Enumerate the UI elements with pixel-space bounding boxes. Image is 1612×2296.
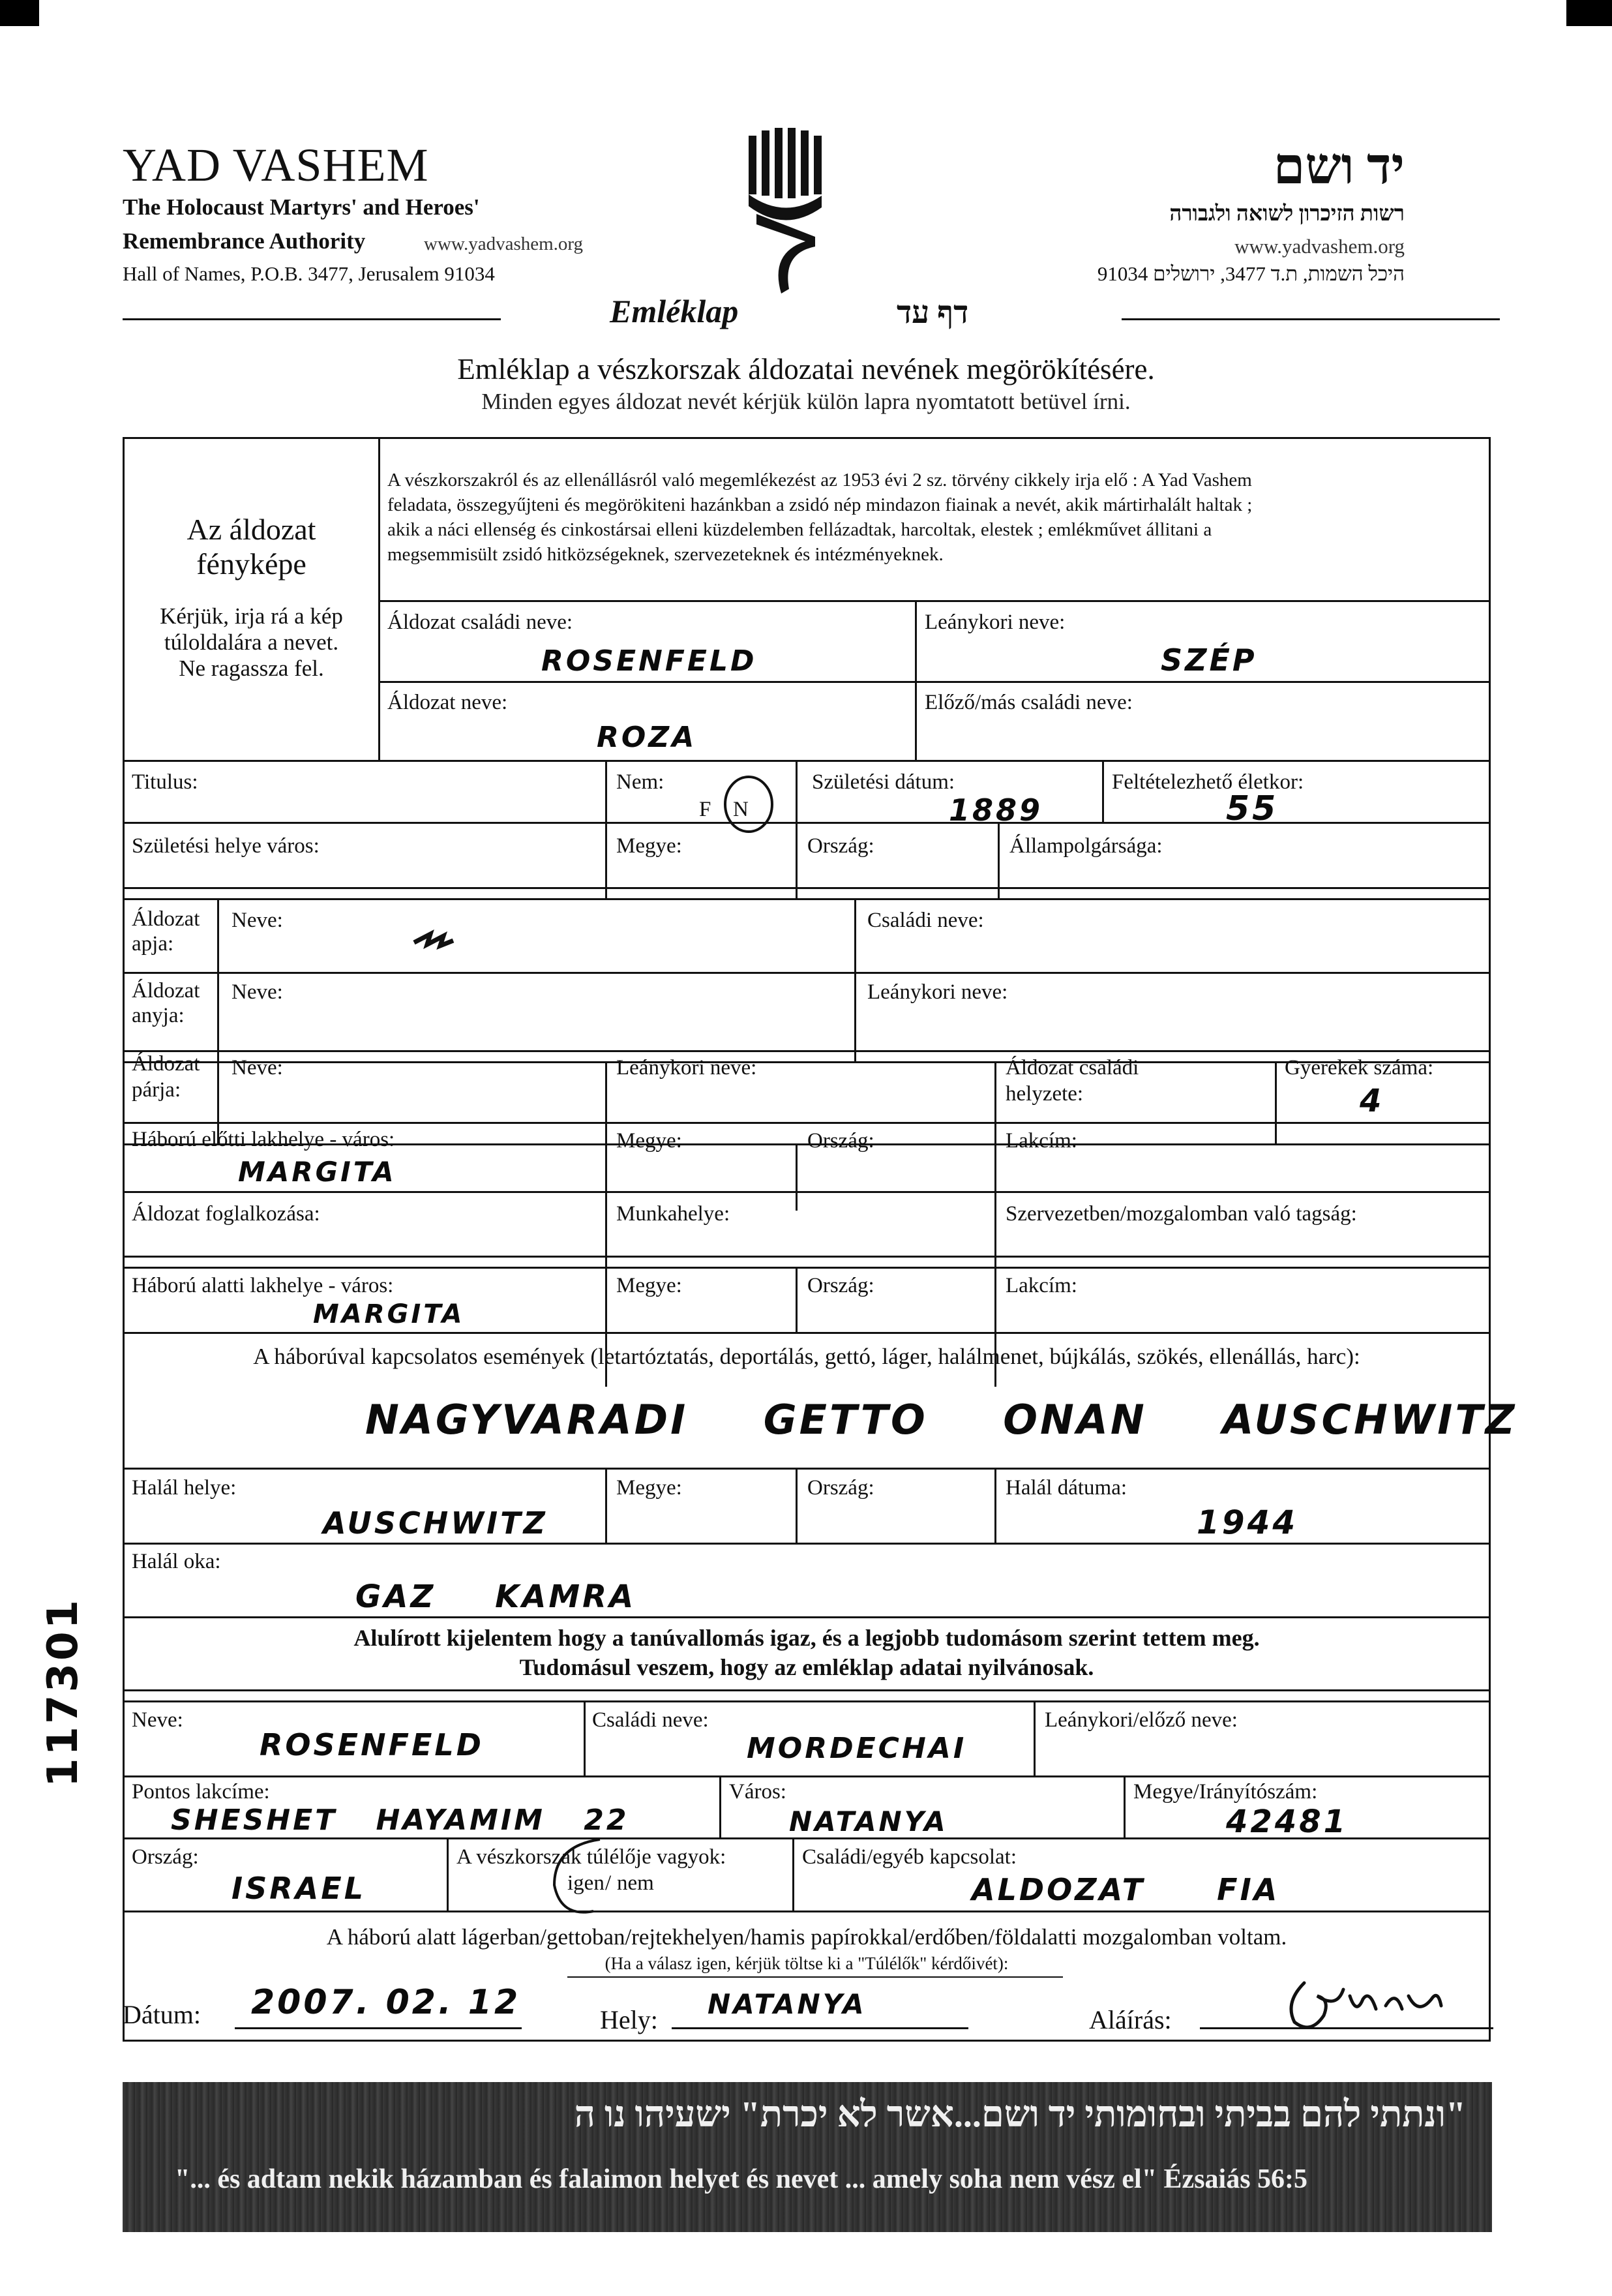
rule-spouse-v1	[605, 1061, 607, 1143]
death-date-label: Halál dátuma:	[1006, 1476, 1127, 1500]
rule-parent-label-v	[217, 898, 219, 1143]
scan-corner-top-left	[0, 0, 39, 26]
rule-death-top	[123, 1468, 1491, 1470]
rule-spouse-v2	[994, 1061, 996, 1143]
form-name-hu: Emléklap	[610, 293, 739, 329]
rule-submitter-addr-v2	[1124, 1775, 1126, 1837]
rule-father-v	[854, 898, 856, 1061]
sex-option-f[interactable]: F	[699, 798, 711, 821]
mother-name-label: Neve:	[231, 980, 283, 1004]
rule-events-top	[123, 1332, 1491, 1334]
rule-name-mid	[915, 600, 917, 760]
rule-wartime-top-1	[123, 1256, 1491, 1258]
death-country-label: Ország:	[807, 1476, 874, 1500]
org-subtitle-line2: Remembrance Authority	[123, 228, 366, 254]
rule-submitter-v2	[1034, 1700, 1036, 1775]
death-cause[interactable]: GAZ KAMRA	[355, 1578, 636, 1615]
death-county-label: Megye:	[616, 1476, 682, 1500]
rule-death-v1	[605, 1468, 607, 1543]
father-family-label: Családi neve:	[867, 909, 984, 932]
submitter-country[interactable]: ISRAEL	[231, 1871, 366, 1906]
rule-camp-note-underline	[567, 1976, 1063, 1978]
rule-parents-top-2	[123, 898, 1491, 900]
birth-date[interactable]: 1889	[949, 793, 1043, 828]
banner-quote-hu: "... és adtam nekik házamban és falaimon helyet és nevet ... amely soha nem vész el" Ézsaiás 56:5	[175, 2164, 1308, 2194]
age-label: Feltételezhető életkor:	[1112, 770, 1304, 794]
submitter-city[interactable]: NATANYA	[789, 1805, 948, 1837]
address-he: היכל השמות, ת.ד 3477, ירושלים 91034	[1097, 262, 1405, 285]
victim-prev-name-label: Előző/más családi neve:	[925, 691, 1133, 714]
org-subtitle-he: רשות הזיכרון לשואה ולגבורה	[1169, 202, 1405, 226]
rule-cause-top	[123, 1543, 1491, 1545]
submitter-name-label: Neve:	[132, 1708, 183, 1732]
rule-submitter-top-1	[123, 1689, 1491, 1691]
rule-birthplace-top	[123, 822, 1491, 824]
org-name-en: YAD VASHEM	[123, 139, 429, 191]
spouse-maiden-label: Leánykori neve:	[616, 1056, 757, 1080]
mother-label-line2: anyja:	[132, 1004, 185, 1027]
birth-country-label: Ország:	[807, 834, 874, 858]
margin-note: 117301	[39, 1597, 87, 1787]
submitter-city-label: Város:	[729, 1780, 786, 1804]
children-count-label: Gyerekek száma:	[1285, 1056, 1434, 1080]
marital-status-label-line1: Áldozat családi	[1006, 1056, 1139, 1080]
footer-date-label: Dátum:	[123, 2000, 201, 2029]
relation-label: Családi/egyéb kapcsolat:	[802, 1845, 1017, 1869]
footer-place-label: Hely:	[600, 2005, 658, 2034]
header-rule-right	[1122, 318, 1500, 320]
rule-submitter-country-top	[123, 1837, 1491, 1839]
rule-camp-top	[123, 1911, 1491, 1912]
rule-title-top	[123, 760, 1491, 762]
declaration-line1: Alulírott kijelentem hogy a tanúvallomás igaz, és a legjobb tudomásom szerint tettem meg.	[353, 1625, 1260, 1651]
rule-occupation-top	[123, 1191, 1491, 1193]
footer-date[interactable]: 2007. 02. 12	[251, 1983, 521, 2022]
marital-status-label-line2: helyzete:	[1006, 1082, 1084, 1106]
camp-note: (Ha a válasz igen, kérjük töltse ki a "Túlélők" kérdőivét):	[604, 1954, 1009, 1973]
banner-quote-he: "ונתתי להם בביתי ובחומותי יד ושם...אשר לא יכרת" ישעיהו נו ה	[574, 2094, 1466, 2135]
quote-banner	[123, 2082, 1492, 2232]
header-rule-left	[123, 318, 501, 320]
rule-submitter-v1	[584, 1700, 586, 1775]
death-place[interactable]: AUSCHWITZ	[323, 1505, 548, 1541]
rule-name-top	[378, 600, 1491, 602]
address-en: Hall of Names, P.O.B. 3477, Jerusalem 91034	[123, 262, 495, 285]
survivor-option-sep: /	[605, 1871, 612, 1895]
wartime-country-label: Ország:	[807, 1274, 874, 1297]
father-label-line1: Áldozat	[132, 907, 200, 931]
footer-date-line	[235, 2027, 522, 2029]
law-text-line1: A vészkorszakról és az ellenállásról való megemlékezést az 1953 évi 2 sz. törvény cikkely irja elő : A Yad Vashem	[387, 470, 1252, 491]
victim-maiden-name-label: Leánykori neve:	[925, 611, 1066, 634]
prewar-county-label: Megye:	[616, 1129, 682, 1153]
workplace-label: Munkahelye:	[616, 1202, 730, 1226]
law-text-line4: megsemmisült zsidó hitközségeknek, szervezeteknek és intézményeknek.	[387, 544, 944, 565]
submitter-family-label: Családi neve:	[592, 1708, 709, 1732]
rule-submitter-country-v2	[792, 1837, 794, 1911]
birth-county-label: Megye:	[616, 834, 682, 858]
rule-title-v2	[796, 760, 798, 898]
rule-name-mid-h	[378, 681, 1491, 683]
spouse-label-line2: párja:	[132, 1078, 181, 1102]
rule-spouse-top-1	[123, 1050, 1491, 1052]
sex-option-n[interactable]: N	[733, 798, 749, 821]
victim-first-name[interactable]: ROZA	[597, 721, 697, 754]
submitter-family[interactable]: MORDECHAI	[747, 1732, 967, 1765]
photo-title-line1: Az áldozat	[187, 513, 316, 546]
rule-submitter-top-2	[123, 1700, 1491, 1702]
occupation-label: Áldozat foglalkozása:	[132, 1202, 320, 1226]
children-count[interactable]: 4	[1360, 1083, 1384, 1119]
submitter-country-label: Ország:	[132, 1845, 199, 1869]
rule-title-v3	[1102, 760, 1104, 822]
rule-parents-top-1	[123, 887, 1491, 889]
death-cause-label: Halál oka:	[132, 1550, 221, 1573]
yad-vashem-logo-icon	[743, 123, 828, 299]
rule-death-v3	[994, 1468, 996, 1543]
website-en: www.yadvashem.org	[424, 234, 584, 254]
spouse-name-label: Neve:	[231, 1056, 283, 1080]
father-name-label: Neve:	[231, 909, 283, 932]
wartime-county-label: Megye:	[616, 1274, 682, 1297]
signature-icon	[1278, 1970, 1448, 2042]
rule-submitter-country-v1	[447, 1837, 449, 1911]
victim-family-name-label: Áldozat családi neve:	[387, 611, 573, 634]
birthplace-label: Születési helye város:	[132, 834, 320, 858]
scan-corner-top-right	[1566, 0, 1612, 26]
rule-title-v1	[605, 760, 607, 898]
mother-label-line1: Áldozat	[132, 979, 200, 1003]
relation[interactable]: ALDOZAT FIA	[972, 1872, 1280, 1907]
wartime-residence-label: Háború alatti lakhelye - város:	[132, 1274, 394, 1297]
prewar-country-label: Ország:	[807, 1129, 874, 1153]
death-place-label: Halál helye:	[132, 1476, 237, 1500]
survivor-label: A vészkorszak túlélője vagyok:	[456, 1845, 726, 1869]
intro-line1: Emléklap a vészkorszak áldozatai nevének megörökítésére.	[457, 353, 1155, 385]
law-text-line2: feladata, összegyűjteni és megörökiteni hazánkban a zsidó nép mindazon fiainak a nevét, akik mártirhalált haltak ;	[387, 494, 1253, 515]
prewar-residence-label: Háború előtti lakhelye - város:	[132, 1128, 395, 1151]
victim-first-name-label: Áldozat neve:	[387, 691, 508, 714]
footer-place[interactable]: NATANYA	[708, 1988, 867, 2020]
rule-wartime-top-2	[123, 1267, 1491, 1269]
submitter-address-label: Pontos lakcíme:	[132, 1780, 270, 1804]
sex-selection-circle	[717, 766, 783, 838]
camp-line: A háború alatt lágerban/gettoban/rejtekhelyen/hamis papírokkal/erdőben/földalatti mozgalomban voltam.	[326, 1924, 1287, 1950]
rule-mother-top	[123, 972, 1491, 974]
rule-death-v2	[796, 1468, 798, 1543]
age[interactable]: 55	[1226, 789, 1279, 828]
father-label-line2: apja:	[132, 932, 174, 956]
photo-note-line3: Ne ragassza fel.	[179, 656, 324, 681]
membership-label: Szervezetben/mozgalomban való tagság:	[1006, 1202, 1357, 1226]
rule-wartime-v2	[796, 1267, 798, 1332]
website-he: www.yadvashem.org	[1234, 235, 1405, 258]
submitter-address[interactable]: SHESHET HAYAMIM 22	[171, 1804, 629, 1837]
footer-signature-label: Aláírás:	[1089, 2005, 1172, 2034]
submitter-maiden-label: Leánykori/előző neve:	[1045, 1708, 1238, 1732]
victim-maiden-name[interactable]: SZÉP	[1161, 642, 1257, 678]
prewar-residence[interactable]: MARGITA	[238, 1156, 396, 1188]
wartime-residence[interactable]: MARGITA	[313, 1299, 465, 1329]
rule-prewar-v2	[796, 1143, 798, 1211]
father-name-scribble-icon	[411, 926, 456, 952]
survivor-option-yes[interactable]: igen	[567, 1871, 604, 1895]
mother-maiden-label: Leánykori neve:	[867, 980, 1008, 1004]
submitter-zip[interactable]: 42481	[1226, 1804, 1348, 1840]
wartime-address-label: Lakcím:	[1006, 1274, 1077, 1297]
survivor-option-no[interactable]: nem	[617, 1871, 654, 1895]
citizenship-label: Állampolgársága:	[1009, 834, 1163, 858]
declaration-line2: Tudomásul veszem, hogy az emléklap adatai nyilvánosak.	[519, 1654, 1094, 1680]
photo-box-divider	[378, 437, 380, 760]
law-text-line3: akik a náci ellenség és cinkostársai elleni küzdelemben fellázadtak, harcoltak, elestek ; emlékművet állitani a	[387, 519, 1212, 540]
rule-prewar-top	[123, 1122, 1491, 1124]
org-subtitle-line1: The Holocaust Martyrs' and Heroes'	[123, 194, 480, 220]
victim-family-name[interactable]: ROSENFELD	[541, 644, 757, 678]
rule-spouse-v3	[1275, 1061, 1277, 1143]
org-name-he: יד ושם	[1273, 138, 1405, 194]
spouse-label-line1: Áldozat	[132, 1052, 200, 1076]
photo-note-line2: túloldalára a nevet.	[164, 629, 339, 655]
photo-note-line1: Kérjük, irja rá a kép	[160, 603, 343, 629]
form-name-he: דף עד	[897, 295, 969, 330]
events-label: A háborúval kapcsolatos események (letartóztatás, deportálás, gettó, láger, halálmenet, bújkálás, szökés, ellenállás, harc):	[253, 1344, 1360, 1369]
submitter-zip-label: Megye/Irányítószám:	[1133, 1780, 1318, 1804]
title-label: Titulus:	[132, 770, 198, 794]
events-text[interactable]: NAGYVARADI GETTO ONAN AUSCHWITZ	[365, 1396, 1517, 1443]
rule-declaration-top	[123, 1616, 1491, 1618]
intro-line2: Minden egyes áldozat nevét kérjük külön lapra nyomtatott betüvel írni.	[481, 389, 1131, 414]
submitter-name[interactable]: ROSENFELD	[260, 1727, 484, 1762]
photo-title-line2: fényképe	[196, 547, 306, 581]
prewar-address-label: Lakcím:	[1006, 1129, 1077, 1153]
rule-submitter-addr-v1	[719, 1775, 721, 1837]
rule-submitter-addr-top	[123, 1775, 1491, 1777]
sex-label: Nem:	[616, 770, 664, 794]
birth-date-label: Születési dátum:	[812, 770, 955, 794]
footer-place-line	[672, 2027, 968, 2029]
death-date[interactable]: 1944	[1197, 1503, 1298, 1541]
